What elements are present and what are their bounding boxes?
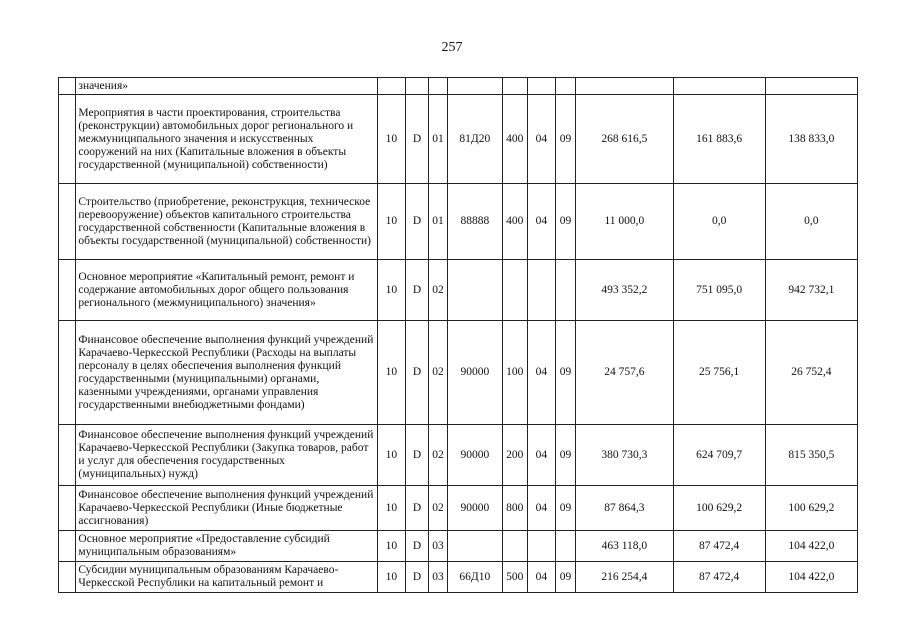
table-row [59, 425, 858, 486]
row-name: Основное мероприятие «Капитальный ремонт, ремонт и содержание автомобильных дорог общего пользования регионального (межмуниципального) значения» [76, 260, 377, 321]
row-value: 87 472,4 [673, 531, 765, 562]
row-value: 942 732,1 [765, 260, 857, 321]
row-code: 90000 [448, 486, 502, 531]
row-code: 100 [502, 321, 528, 425]
row-code: 10 [377, 260, 406, 321]
row-code: 02 [428, 486, 447, 531]
row-value: 216 254,4 [576, 562, 673, 593]
row-value: 0,0 [765, 184, 857, 260]
row-code [555, 260, 575, 321]
row-value: 268 616,5 [576, 95, 673, 184]
row-code: 200 [502, 425, 528, 486]
row-code: 88888 [448, 184, 502, 260]
row-code: D [406, 260, 429, 321]
row-code: 10 [377, 562, 406, 593]
table-row [59, 531, 858, 562]
row-name: Финансовое обеспечение выполнения функций учреждений Карачаево-Черкесской Республики (Иные бюджетные ассигнования) [76, 486, 377, 531]
row-code: 400 [502, 184, 528, 260]
table-row [59, 260, 858, 321]
row-code: 02 [428, 260, 447, 321]
row-code: 03 [428, 562, 447, 593]
row-code [502, 260, 528, 321]
row-code: 90000 [448, 425, 502, 486]
row-code: 04 [528, 95, 556, 184]
row-code: 02 [428, 425, 447, 486]
row-value: 11 000,0 [576, 184, 673, 260]
row-value: 100 629,2 [673, 486, 765, 531]
row-code: 01 [428, 95, 447, 184]
row-code: 66Д10 [448, 562, 502, 593]
row-name: Мероприятия в части проектирования, строительства (реконструкции) автомобильных дорог регионального и межмуниципального значения и искусственных сооружений на них (Капитальные вложения в объекты государственной (муниципальной) собственности) [76, 95, 377, 184]
row-code: 10 [377, 321, 406, 425]
row-code: 04 [528, 184, 556, 260]
row-value: 463 118,0 [576, 531, 673, 562]
row-name: Строительство (приобретение, реконструкция, техническое перевооружение) объектов капитального строительства государственной собственности (Капитальные вложения в объекты государственной (муниципальной) собственности) [76, 184, 377, 260]
row-code [448, 531, 502, 562]
table-row [59, 78, 858, 95]
row-code: 09 [555, 184, 575, 260]
row-code: 09 [555, 321, 575, 425]
row-code: 81Д20 [448, 95, 502, 184]
row-code: D [406, 562, 429, 593]
row-code: 800 [502, 486, 528, 531]
page-number: 257 [441, 40, 463, 55]
row-value: 104 422,0 [765, 531, 857, 562]
row-value: 24 757,6 [576, 321, 673, 425]
row-code: 09 [555, 95, 575, 184]
row-code: 500 [502, 562, 528, 593]
row-name: значения» [76, 78, 377, 95]
table-row [59, 321, 858, 425]
row-value: 815 350,5 [765, 425, 857, 486]
row-code: 09 [555, 562, 575, 593]
row-code: 04 [528, 486, 556, 531]
row-code: 10 [377, 486, 406, 531]
row-name: Субсидии муниципальным образованиям Карачаево-Черкесской Республики на капитальный ремонт и [76, 562, 377, 593]
row-code: 04 [528, 562, 556, 593]
row-code: D [406, 95, 429, 184]
row-code: 10 [377, 184, 406, 260]
row-code: 04 [528, 321, 556, 425]
row-value: 138 833,0 [765, 95, 857, 184]
row-code: 09 [555, 486, 575, 531]
table-row [59, 95, 858, 184]
row-code: 400 [502, 95, 528, 184]
row-code [528, 531, 556, 562]
budget-table [58, 77, 858, 593]
row-code: 04 [528, 425, 556, 486]
table-row [59, 486, 858, 531]
table-row [59, 562, 858, 593]
row-code: D [406, 486, 429, 531]
row-code: 02 [428, 321, 447, 425]
row-code [448, 260, 502, 321]
row-code [502, 531, 528, 562]
row-value: 100 629,2 [765, 486, 857, 531]
row-code: D [406, 425, 429, 486]
row-value: 624 709,7 [673, 425, 765, 486]
row-code: D [406, 184, 429, 260]
row-value: 104 422,0 [765, 562, 857, 593]
row-value: 26 752,4 [765, 321, 857, 425]
row-code: D [406, 321, 429, 425]
row-name: Основное мероприятие «Предоставление субсидий муниципальным образованиям» [76, 531, 377, 562]
row-value: 0,0 [673, 184, 765, 260]
table-row [59, 184, 858, 260]
row-value: 493 352,2 [576, 260, 673, 321]
row-code [528, 260, 556, 321]
row-value: 25 756,1 [673, 321, 765, 425]
row-value: 87 864,3 [576, 486, 673, 531]
row-code: 01 [428, 184, 447, 260]
row-code: 90000 [448, 321, 502, 425]
row-code: 09 [555, 425, 575, 486]
row-name: Финансовое обеспечение выполнения функций учреждений Карачаево-Черкесской Республики (Расходы на выплаты персоналу в целях обеспечения выполнения функций государственными (муниципальными) органами, казенными учреждениями, органами управления государственными внебюджетными фондами) [76, 321, 377, 425]
row-value: 87 472,4 [673, 562, 765, 593]
row-code: 10 [377, 95, 406, 184]
row-code: 10 [377, 425, 406, 486]
row-value: 751 095,0 [673, 260, 765, 321]
row-value: 380 730,3 [576, 425, 673, 486]
row-value: 161 883,6 [673, 95, 765, 184]
row-code: 10 [377, 531, 406, 562]
row-code [555, 531, 575, 562]
row-name: Финансовое обеспечение выполнения функций учреждений Карачаево-Черкесской Республики (Закупка товаров, работ и услуг для обеспечения государственных (муниципальных) нужд) [76, 425, 377, 486]
row-code: 03 [428, 531, 447, 562]
row-code: D [406, 531, 429, 562]
